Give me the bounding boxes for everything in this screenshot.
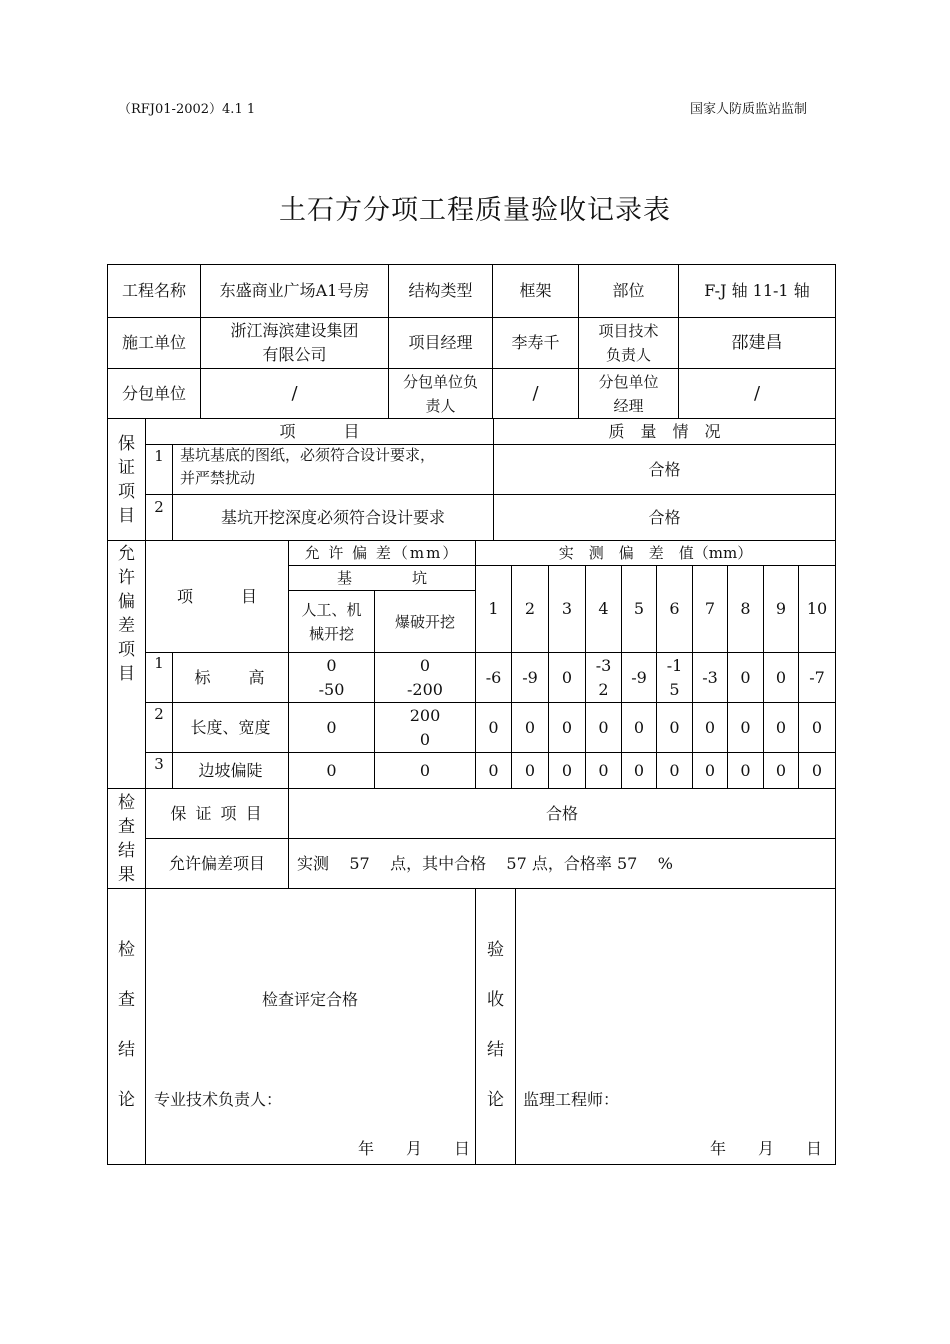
- page-title: 土石方分项工程质量验收记录表: [279, 195, 671, 226]
- subcontractor-value: /: [291, 382, 298, 404]
- deviation-row-1-item: 标 高: [194, 667, 267, 687]
- point-header-6: 6: [669, 599, 680, 618]
- inspection-conclusion-side-2: 查: [118, 990, 135, 1010]
- measured-value-r2-p7: 0: [704, 717, 716, 737]
- part-value: F-J 轴 11-1 轴: [704, 281, 810, 300]
- measured-value-r3-p2: 0: [524, 760, 536, 780]
- deviation-row-1-manual: 0 -50: [318, 655, 345, 699]
- deviation-row-2-blast: 200 0: [409, 705, 441, 749]
- point-header-1: 1: [488, 599, 499, 618]
- builder-label: 施工单位: [121, 333, 186, 352]
- project-name-value: 东盛商业广场A1号房: [219, 281, 370, 300]
- technical-lead-label: 项目技术 负责人: [598, 322, 659, 364]
- subcontractor-head-label: 分包单位负 责人: [402, 372, 478, 415]
- measured-value-r1-p2: -9: [522, 667, 538, 687]
- check-result-side-label: 检 查 结 果: [118, 792, 135, 885]
- guarantee-row-1-quality: 合格: [648, 459, 681, 479]
- form-code: （RFJ01-2002）4.1 1: [118, 102, 256, 117]
- point-header-2: 2: [524, 599, 536, 618]
- measured-value-r2-p9: 0: [775, 717, 787, 737]
- acceptance-conclusion-side-1: 验: [487, 940, 504, 960]
- guarantee-items-result: 合格: [545, 803, 578, 823]
- measured-value-r3-p4: 0: [598, 760, 609, 780]
- point-header-9: 9: [775, 599, 787, 618]
- project-manager-value: 李寿千: [511, 333, 560, 352]
- deviation-items-summary: 实测 57 点，其中合格 57 点，合格率 57 %: [297, 853, 673, 873]
- deviation-row-3-no: 3: [154, 755, 164, 773]
- measured-value-r1-p1: -6: [485, 667, 502, 687]
- acceptance-date: 年 月 日: [709, 1139, 822, 1158]
- subcontractor-head-value: /: [532, 382, 539, 404]
- acceptance-conclusion-side-3: 结: [487, 1040, 504, 1060]
- measured-value-r2-p6: 0: [669, 717, 680, 737]
- issuing-authority: 国家人防质监站监制: [690, 102, 808, 117]
- measured-value-r1-p5: -9: [631, 667, 647, 687]
- guarantee-side-label: 保 证 项 目: [118, 433, 135, 526]
- measured-value-r1-p7: -3: [702, 667, 718, 687]
- guarantee-item-header: 项 目: [279, 421, 360, 441]
- pit-header: 基 坑: [336, 569, 427, 587]
- deviation-row-3-manual: 0: [326, 760, 337, 780]
- deviation-side-label: 允 许 偏 差 项 目: [118, 544, 135, 684]
- inspection-date: 年 月 日: [357, 1139, 470, 1158]
- measured-value-r3-p6: 0: [669, 760, 680, 780]
- inspection-conclusion-side-1: 检: [118, 940, 135, 960]
- guarantee-quality-header: 质 量 情 况: [608, 421, 721, 441]
- inspection-conclusion-text: 检查评定合格: [261, 990, 358, 1009]
- measured-value-r3-p5: 0: [633, 760, 645, 780]
- deviation-row-2-item: 长度、宽度: [190, 717, 271, 737]
- measured-value-r2-p10: 0: [811, 717, 823, 737]
- acceptance-conclusion-side-4: 论: [487, 1090, 504, 1110]
- project-manager-label: 项目经理: [408, 333, 473, 352]
- measured-value-r3-p10: 0: [811, 760, 823, 780]
- measured-value-r1-p10: -7: [809, 667, 825, 687]
- point-header-10: 10: [806, 599, 828, 618]
- measured-value-r3-p8: 0: [740, 760, 751, 780]
- measured-value-r3-p9: 0: [775, 760, 787, 780]
- subcontractor-label: 分包单位: [121, 383, 186, 403]
- builder-value: 浙江海滨建设集团 有限公司: [230, 321, 359, 364]
- guarantee-items-label: 保 证 项 目: [170, 803, 264, 823]
- point-header-7: 7: [704, 599, 716, 618]
- measured-value-r2-p3: 0: [561, 717, 573, 737]
- deviation-item-header: 项 目: [176, 586, 257, 606]
- measured-value-r1-p3: 0: [561, 667, 573, 687]
- guarantee-row-2-quality: 合格: [648, 507, 681, 527]
- deviation-row-1-blast: 0 -200: [407, 655, 443, 699]
- subcontractor-manager-value: /: [753, 382, 761, 404]
- point-header-5: 5: [633, 599, 645, 618]
- deviation-row-1-no: 1: [154, 654, 164, 672]
- measured-value-r3-p3: 0: [561, 760, 573, 780]
- deviation-row-3-item: 边坡偏陡: [198, 760, 263, 780]
- allowed-deviation-header: 允 许 偏 差（mm）: [304, 544, 460, 562]
- measured-value-r2-p2: 0: [524, 717, 536, 737]
- measured-value-r3-p7: 0: [704, 760, 716, 780]
- part-label: 部位: [612, 281, 645, 300]
- deviation-items-label: 允许偏差项目: [168, 853, 265, 873]
- measured-value-r2-p4: 0: [598, 717, 609, 737]
- guarantee-row-2-item: 基坑开挖深度必须符合设计要求: [220, 507, 445, 527]
- manual-excavation-header: 人工、机 械开挖: [301, 600, 362, 643]
- measured-deviation-header: 实 测 偏 差 值（mm）: [558, 544, 753, 562]
- measured-value-r2-p8: 0: [740, 717, 751, 737]
- measured-value-r1-p9: 0: [775, 667, 787, 687]
- technical-lead-value: 邵建昌: [731, 333, 783, 353]
- deviation-row-3-blast: 0: [419, 760, 431, 780]
- measured-value-r2-p1: 0: [488, 717, 499, 737]
- blast-excavation-header: 爆破开挖: [394, 612, 455, 631]
- measured-value-r1-p8: 0: [740, 667, 751, 687]
- measured-value-r1-p6: -1 5: [666, 655, 683, 699]
- technical-lead-signature: 专业技术负责人：: [154, 1090, 283, 1109]
- measured-value-r3-p1: 0: [488, 760, 499, 780]
- inspection-conclusion-side-3: 结: [118, 1040, 135, 1060]
- deviation-row-2-no: 2: [154, 705, 164, 723]
- point-header-8: 8: [740, 599, 751, 618]
- structure-type-label: 结构类型: [408, 281, 473, 300]
- acceptance-conclusion-side-2: 收: [487, 990, 504, 1010]
- point-header-3: 3: [561, 599, 573, 618]
- inspection-conclusion-side-4: 论: [118, 1090, 135, 1110]
- structure-type-value: 框架: [519, 281, 552, 300]
- measured-value-r2-p5: 0: [633, 717, 645, 737]
- guarantee-row-2-no: 2: [154, 498, 164, 516]
- subcontractor-manager-label: 分包单位 经理: [598, 372, 659, 415]
- project-name-label: 工程名称: [121, 281, 186, 300]
- guarantee-row-1-item: 基坑基底的图纸，必须符合设计要求， 并严禁扰动: [180, 446, 436, 487]
- guarantee-row-1-no: 1: [154, 447, 164, 465]
- point-header-4: 4: [598, 599, 609, 618]
- deviation-row-2-manual: 0: [326, 717, 337, 737]
- measured-value-r1-p4: -3 2: [595, 655, 612, 699]
- supervisor-signature: 监理工程师：: [523, 1090, 620, 1109]
